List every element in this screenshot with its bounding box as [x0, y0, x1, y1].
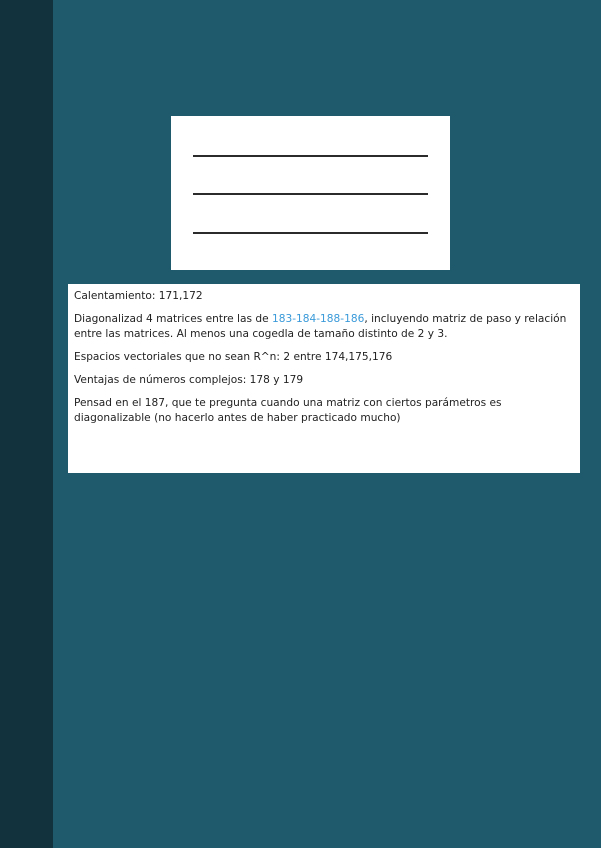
label-line-2: [193, 193, 428, 195]
diagonalize-note: [74, 312, 574, 342]
warmup-note: Calentamiento: 171,172: [74, 290, 203, 302]
think-note: Pensad en el 187, que te pregunta cuando una matriz con ciertos parámetros es diagonalizable (no hacerlo antes de haber practicado mucho): [74, 397, 502, 424]
notebook-spine: [0, 0, 53, 848]
notes-panel: [68, 284, 580, 473]
vector-spaces-note: Espacios vectoriales que no sean R^n: 2 entre 174,175,176: [74, 351, 393, 363]
diagonalize-text-start: Diagonalizad 4 matrices entre las de: [74, 313, 272, 325]
exercise-reference-link[interactable]: 183-184-188-186: [271, 313, 365, 325]
cover-label: [171, 116, 450, 270]
diagonalize-text-end: , incluyendo matriz de paso y relación entre las matrices. Al menos una cogedla de tamaño distinto de 2 y 3.: [74, 313, 567, 340]
complex-numbers-note: Ventajas de números complejos: 178 y 179: [74, 374, 304, 386]
label-line-3: [193, 232, 428, 234]
label-line-1: [193, 155, 428, 157]
